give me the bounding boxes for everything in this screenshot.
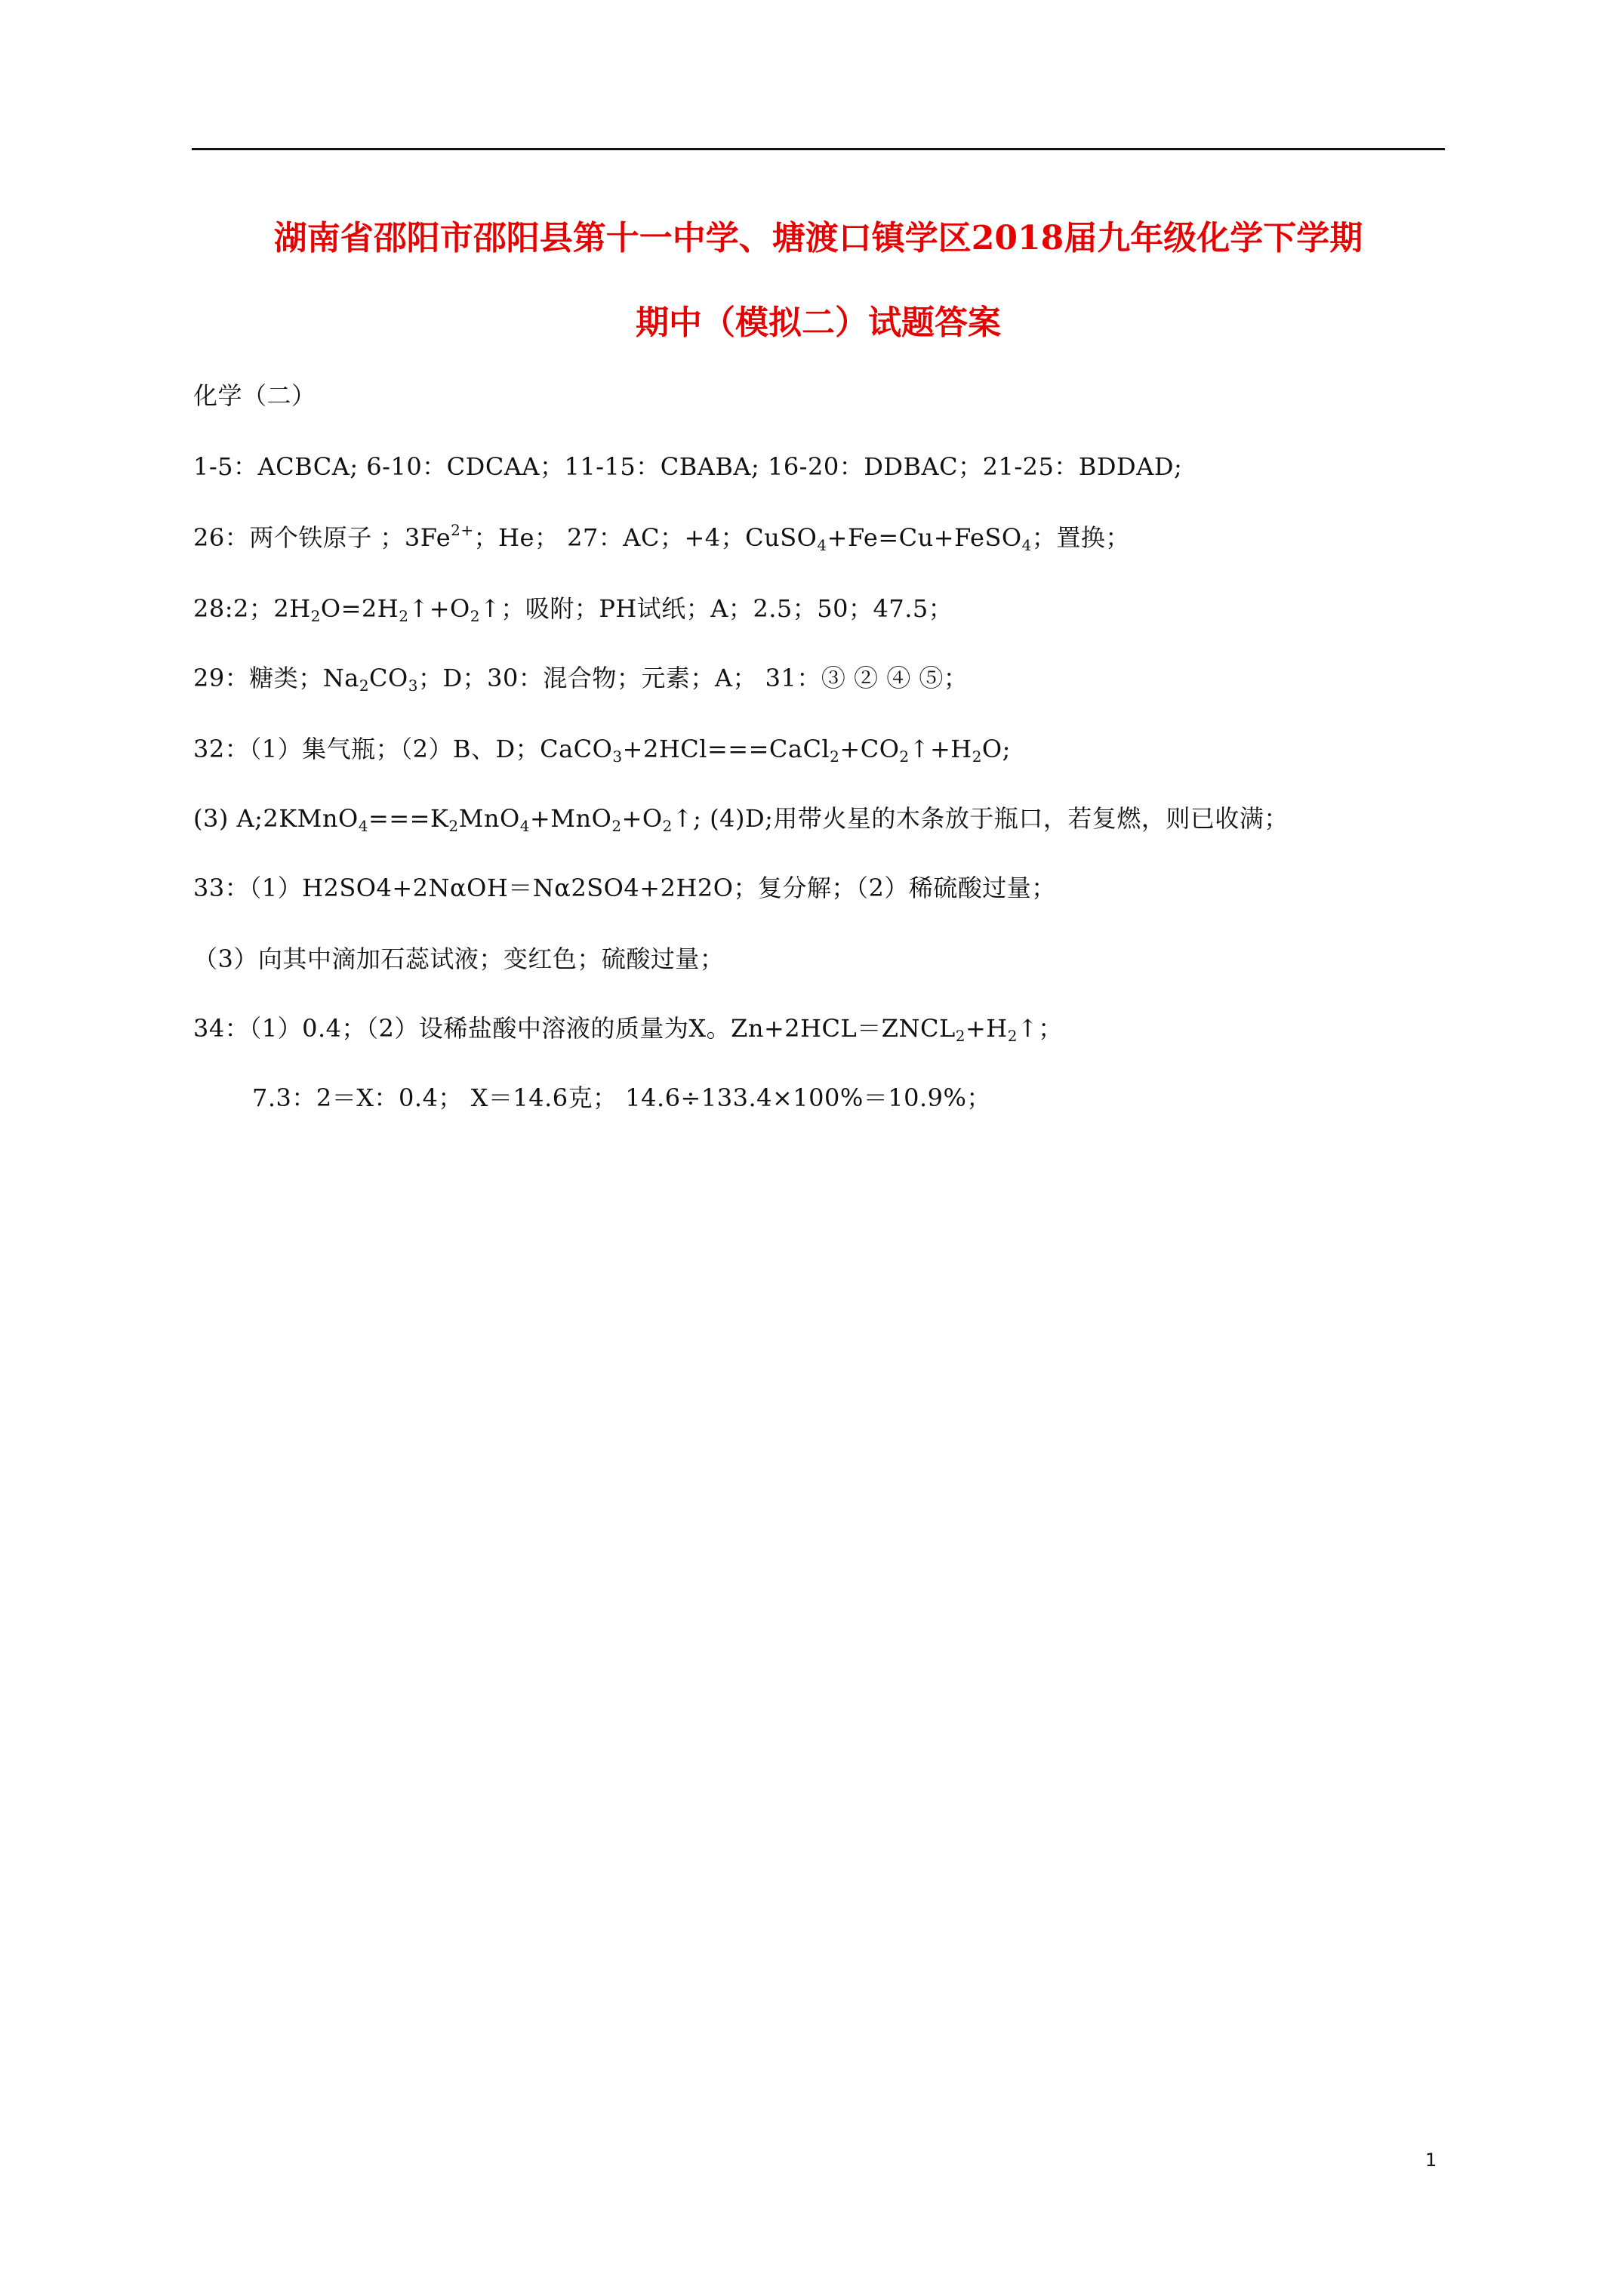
section-subtitle: 化学（二） — [193, 381, 316, 410]
answer-line-32-b: (3) $A;2KMnO_4===K_2MnO_4+MnO_2+O_2↑$; (4)D;用带火星的木条放于瓶口，若复燃，则已收满； — [193, 804, 1289, 835]
document-title-line-2: 期中（模拟二）试题答案 — [636, 304, 1001, 342]
header-rule — [192, 148, 1445, 150]
answer-line-28: 28:2；$2H_2O=2H_2↑+O_2↑$；吸附；PH试纸；A；2.5；50；47.5； — [193, 594, 953, 625]
page-number: 1 — [1425, 2150, 1437, 2171]
answer-line-33-a: 33：（1）H2SO4+2NαOH＝Nα2SO4+2H2O；复分解；（2）稀硫酸过量； — [193, 874, 1056, 902]
answer-line-29-31: 29：糖类；$Na_2CO_3$；D；30：混合物；元素；A； 31：③ ② ④ ⑤； — [193, 664, 969, 695]
answer-line-1-25: 1-5：ACBCA; 6-10：CDCAA；11-15：CBABA; 16-20：DDBAC；21-25：BDDAD; — [193, 452, 1183, 481]
document-title-line-1: 湖南省邵阳市邵阳县第十一中学、塘渡口镇学区2018届九年级化学下学期 — [273, 219, 1363, 257]
answer-line-33-b: （3）向其中滴加石蕊试液；变红色；硫酸过量； — [193, 945, 725, 973]
answer-line-34-a: 34：（1）0.4；（2）设稀盐酸中溶液的质量为X。$Zn+2HCL=ZNCL_2+H_2↑$； — [193, 1014, 1063, 1045]
answer-line-26-27: 26：两个铁原子 ；$3Fe^{2+}$；He； 27：AC；+4；CuSO$_4$+Fe=Cu+FeSO$_4$；置换； — [193, 521, 1130, 554]
answer-line-34-b: 7.3：2＝X：0.4； X＝14.6克； 14.6÷133.4×100%＝10.9%； — [252, 1083, 991, 1112]
answer-line-32-a: 32：（1）集气瓶；（2）B、D；$CaCO_3+2HCl===CaCl_2+CO_2↑+H_2O$; — [193, 735, 1011, 766]
